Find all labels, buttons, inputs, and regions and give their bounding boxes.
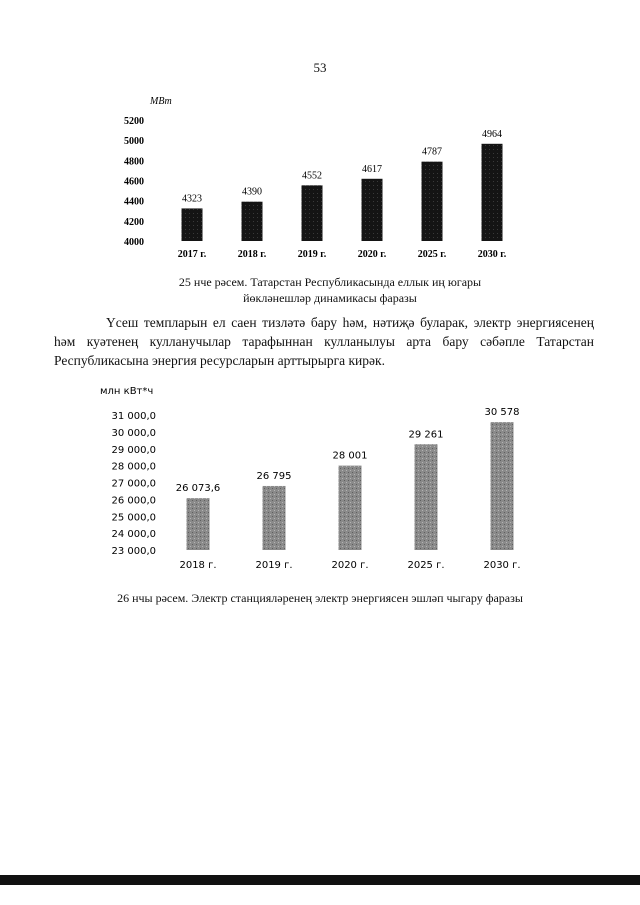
figure-26-caption: 26 нчы рәсем. Электр станцияләренең электр энергиясен эшләп чыгару фаразы: [117, 591, 523, 605]
bar: [182, 208, 203, 241]
y-tick-label: 4200: [124, 216, 144, 228]
data-label: 4390: [242, 186, 262, 198]
y-unit-label: млн кВт*ч: [100, 386, 154, 397]
bar: [263, 486, 286, 550]
y-tick-label: 26 000,0: [111, 495, 156, 507]
data-label: 4552: [302, 170, 322, 182]
y-tick-label: 23 000,0: [111, 546, 156, 557]
x-category-label: 2025 г.: [407, 560, 445, 571]
bar: [339, 466, 362, 550]
data-label: 30 578: [484, 407, 520, 419]
bar: [415, 444, 438, 550]
x-category-label: 2030 г.: [483, 560, 521, 571]
bar: [362, 179, 383, 241]
data-label: 26 795: [256, 470, 292, 482]
y-tick-label: 25 000,0: [111, 512, 156, 524]
bar: [242, 202, 263, 241]
data-label: 4323: [182, 193, 202, 205]
y-tick-label: 4000: [124, 237, 144, 248]
bar: [422, 162, 443, 241]
y-tick-label: 4600: [124, 176, 144, 188]
x-category-label: 2017 г.: [177, 249, 207, 260]
x-category-label: 2018 г.: [179, 560, 217, 571]
x-category-label: 2019 г.: [255, 560, 293, 571]
caption-line-1: 25 нче рәсем. Татарстан Республикасында еллык иң югары: [178, 275, 482, 289]
figure-25-caption: [130, 274, 530, 306]
data-label: 4617: [362, 163, 382, 175]
scan-border: [0, 875, 640, 885]
y-unit-label: МВт: [150, 96, 172, 107]
page-number: 53: [313, 60, 327, 75]
y-tick-label: 4400: [124, 196, 144, 208]
peak-load-bar-chart: [112, 92, 532, 262]
x-category-label: 2019 г.: [297, 249, 327, 260]
energy-production-bar-chart: [100, 380, 540, 585]
y-tick-label: 24 000,0: [111, 529, 156, 541]
x-category-label: 2018 г.: [237, 249, 267, 260]
data-label: 29 261: [408, 429, 444, 441]
data-label: 4787: [422, 146, 442, 158]
bar: [482, 144, 503, 241]
data-label: 4964: [482, 128, 502, 140]
x-category-label: 2020 г.: [331, 560, 369, 571]
y-tick-label: 29 000,0: [111, 444, 156, 456]
data-label: 26 073,6: [175, 483, 221, 495]
y-tick-label: 27 000,0: [111, 478, 156, 490]
y-tick-label: 30 000,0: [111, 427, 156, 439]
x-category-label: 2020 г.: [357, 249, 387, 260]
x-category-label: 2030 г.: [477, 249, 507, 260]
data-label: 28 001: [332, 450, 368, 462]
bar: [491, 422, 514, 550]
y-tick-label: 5200: [124, 116, 144, 127]
x-category-label: 2025 г.: [417, 249, 447, 260]
bar: [187, 498, 210, 550]
y-tick-label: 28 000,0: [111, 461, 156, 473]
y-tick-label: 31 000,0: [111, 411, 156, 422]
body-paragraph: Үсеш темпларын ел саен тизләтә бару һәм, нәтиҗә буларак, электр энергиясенең һәм куәтенең кулланучылар тарафыннан кулланылуы арта бару сәбәпле Татарстан Республикасына энергия ресурсларын арттырырга кирәк.: [54, 315, 594, 368]
bar: [302, 185, 323, 241]
y-tick-label: 5000: [124, 136, 144, 148]
caption-line-2: йөкләнешләр динамикасы фаразы: [243, 291, 417, 305]
y-tick-label: 4800: [124, 156, 144, 168]
